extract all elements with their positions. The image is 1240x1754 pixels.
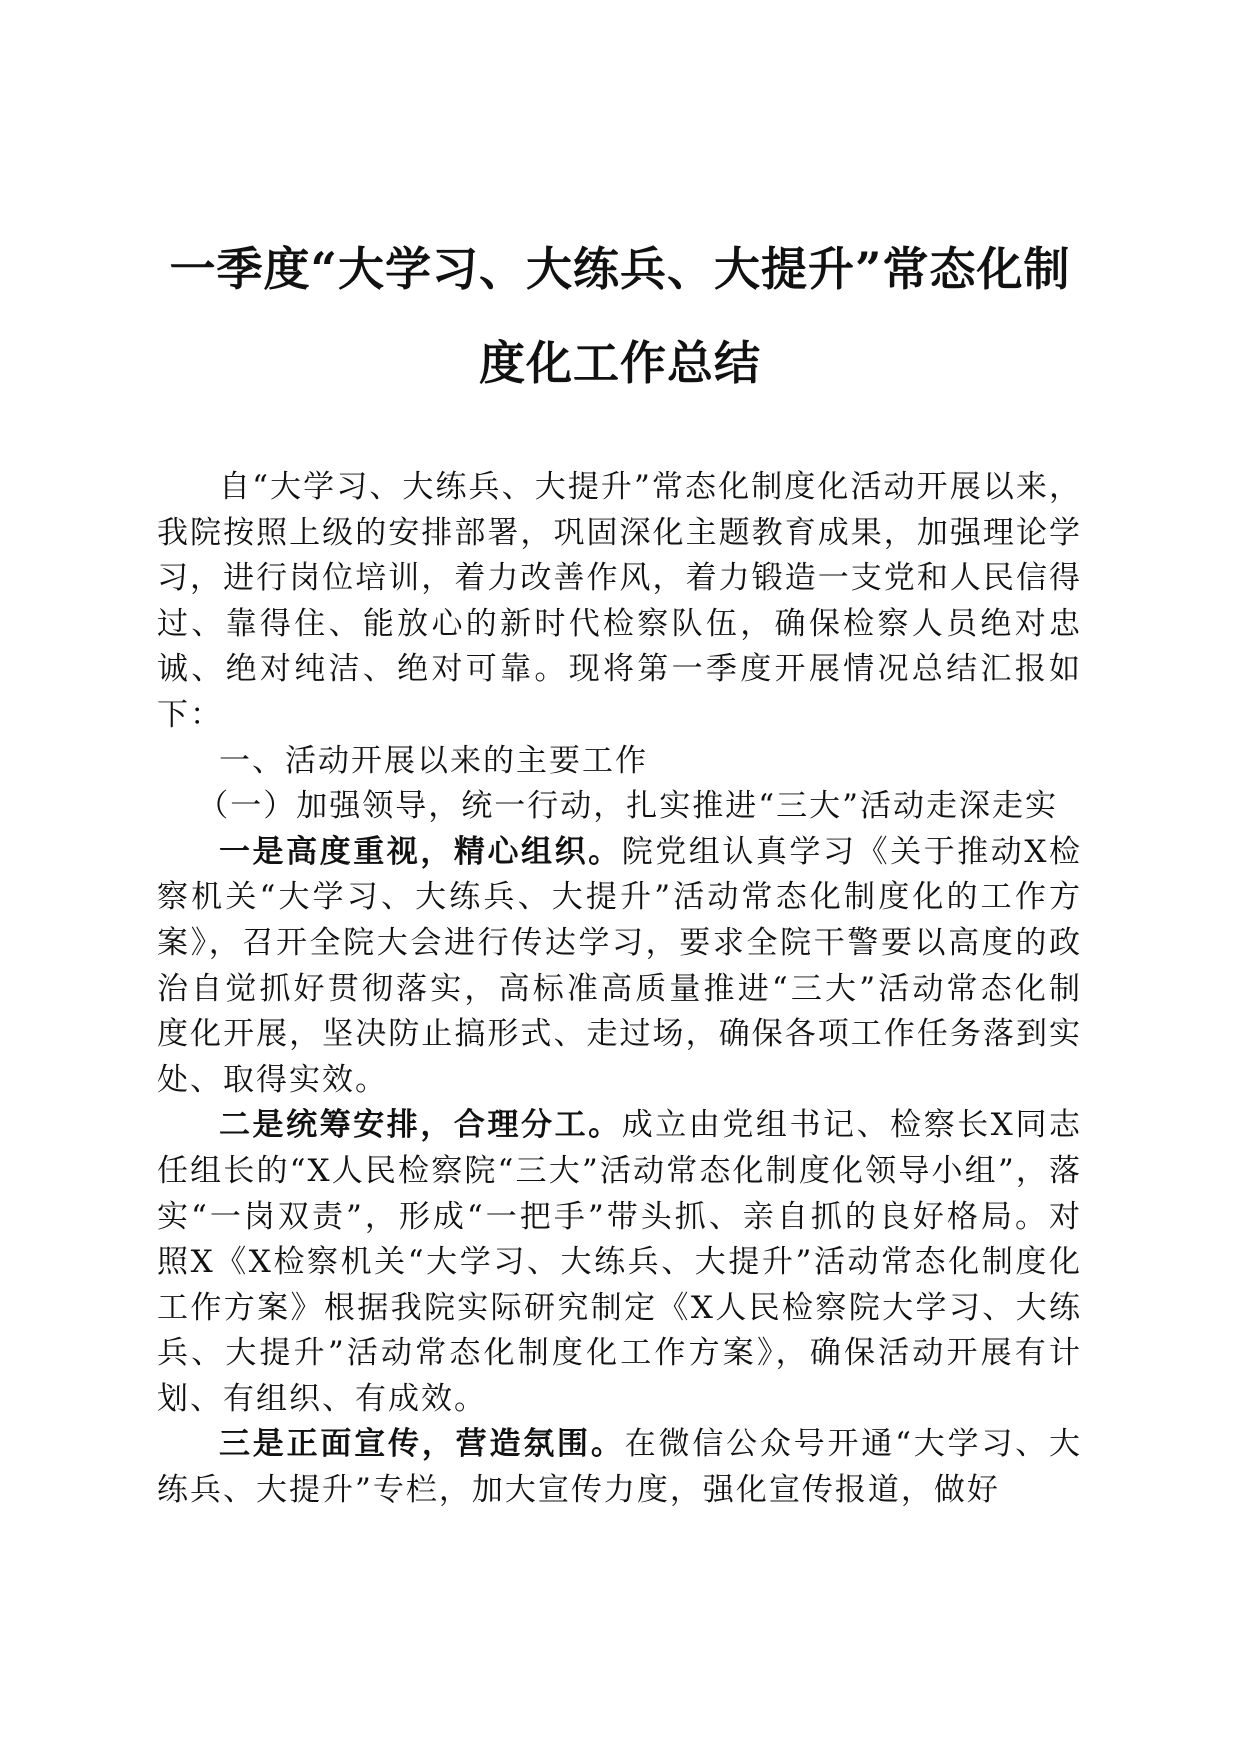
paragraph-lead: 三是正面宣传，营造氛围。: [219, 1426, 625, 1463]
paragraph-text: 在微信公众号开通“大学习、大练兵、大提升”专栏，加大宣传力度，强化宣传报道，做好: [157, 1426, 1082, 1509]
intro-paragraph: 自“大学习、大练兵、大提升”常态化制度化活动开展以来，我院按照上级的安排部署，巩固深化主题教育成果，加强理论学习，进行岗位培训，着力改善作风，着力锻造一支党和人民信得过、靠得住、能放心的新时代检察队伍，确保检察人员绝对忠诚、绝对纯洁、绝对可靠。现将第一季度开展情况总结汇报如下：: [157, 469, 1082, 733]
document-body: [157, 465, 1082, 1514]
body-paragraph-1: [157, 830, 1082, 1104]
paragraph-text: 院党组认真学习《关于推动X检察机关“大学习、大练兵、大提升”活动常态化制度化的工作方案》，召开全院大会进行传达学习，要求全院干警要以高度的政治自觉抓好贯彻落实，高标准高质量推进“三大”活动常态化制度化开展，坚决防止搞形式、走过场，确保各项工作任务落到实处、取得实效。: [157, 833, 1082, 1098]
section-heading: 一、活动开展以来的主要工作: [219, 742, 648, 779]
document-title: 一季度“大学习、大练兵、大提升”常态化制度化工作总结: [169, 242, 1071, 390]
body-paragraph-2: [157, 1103, 1082, 1422]
paragraph-lead: 一是高度重视，精心组织。: [219, 833, 622, 870]
paragraph-text: 成立由党组书记、检察长X同志任组长的“X人民检察院“三大”活动常态化制度化领导小组”，落实“一岗双责”，形成“一把手”带头抓、亲自抓的良好格局。对照X《X检察机关“大学习、大练兵、大提升”活动常态化制度化工作方案》根据我院实际研究制定《X人民检察院大学习、大练兵、大提升”活动常态化制度化工作方案》，确保活动开展有计划、有组织、有成效。: [157, 1107, 1082, 1417]
paragraph-lead: 二是统筹安排，合理分工。: [219, 1107, 622, 1144]
subsection-heading: （一）加强领导，统一行动，扎实推进“三大”活动走深走实: [197, 788, 1058, 825]
body-paragraph-3: [157, 1422, 1082, 1513]
